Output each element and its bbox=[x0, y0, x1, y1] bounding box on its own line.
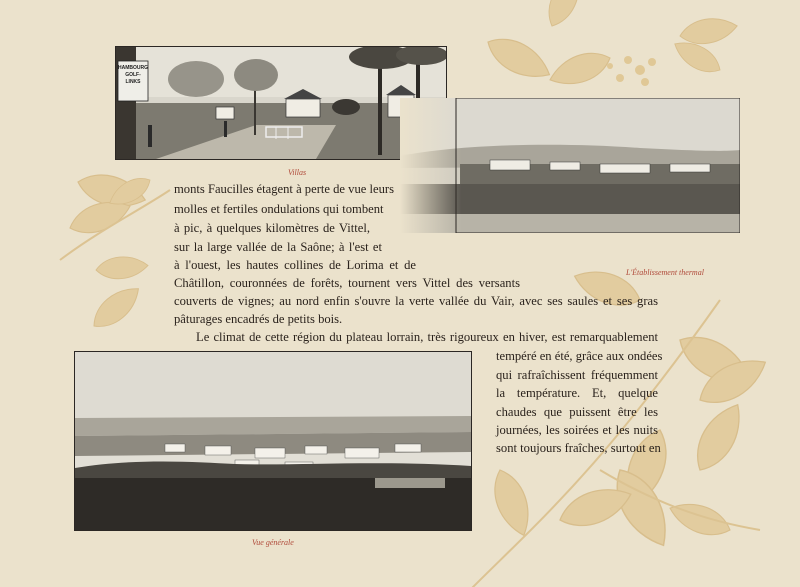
text-line-2: molles et fertiles ondulations qui tombent bbox=[174, 202, 384, 216]
text-line-6: Châtillon, couronnées de forêts, tournent vers Vittel des versants bbox=[174, 276, 520, 290]
text-line-12: la température. Et, quelque bbox=[496, 386, 658, 400]
caption-villas: Villas bbox=[288, 168, 307, 177]
villas-scene bbox=[116, 47, 446, 159]
sign-text-2: GOLF-LINKS bbox=[125, 72, 141, 85]
text-line-5: à l'ouest, les hautes collines de Lorima et de bbox=[174, 258, 416, 272]
text-line-1: monts Faucilles étagent à perte de vue leurs bbox=[174, 182, 394, 196]
text-line-13: chaudes que puissent être les bbox=[496, 405, 658, 419]
text-line-14: journées, les soirées et les nuits bbox=[496, 423, 658, 437]
sign-text-1: HAMBOURG bbox=[118, 65, 148, 71]
photo-etablissement-thermal bbox=[400, 98, 740, 233]
text-line-10: tempéré en été, grâce aux ondées bbox=[496, 349, 663, 363]
text-line-15: sont toujours fraîches, surtout en bbox=[496, 441, 661, 455]
vue-generale-scene bbox=[75, 352, 471, 530]
photo-vue-generale bbox=[74, 351, 472, 531]
photo-villas bbox=[115, 46, 447, 160]
caption-vue-generale: Vue générale bbox=[252, 538, 294, 547]
text-line-8: pâturages encadrés de petits bois. bbox=[174, 312, 343, 326]
text-line-11: qui rafraîchissent fréquemment bbox=[496, 368, 658, 382]
text-line-9: Le climat de cette région du plateau lorrain, très rigoureux en hiver, est remarquablement bbox=[196, 330, 658, 344]
text-line-3: à pic, à quelques kilomètres de Vittel, bbox=[174, 221, 370, 235]
text-line-4: sur la large vallée de la Saône; à l'est et bbox=[174, 240, 382, 254]
text-line-7: couverts de vignes; au nord enfin s'ouvre la verte vallée du Vair, avec ses saules et ses gras bbox=[174, 294, 658, 308]
caption-etablissement-thermal: L'Établissement thermal bbox=[626, 268, 704, 277]
etablissement-scene bbox=[400, 98, 740, 233]
